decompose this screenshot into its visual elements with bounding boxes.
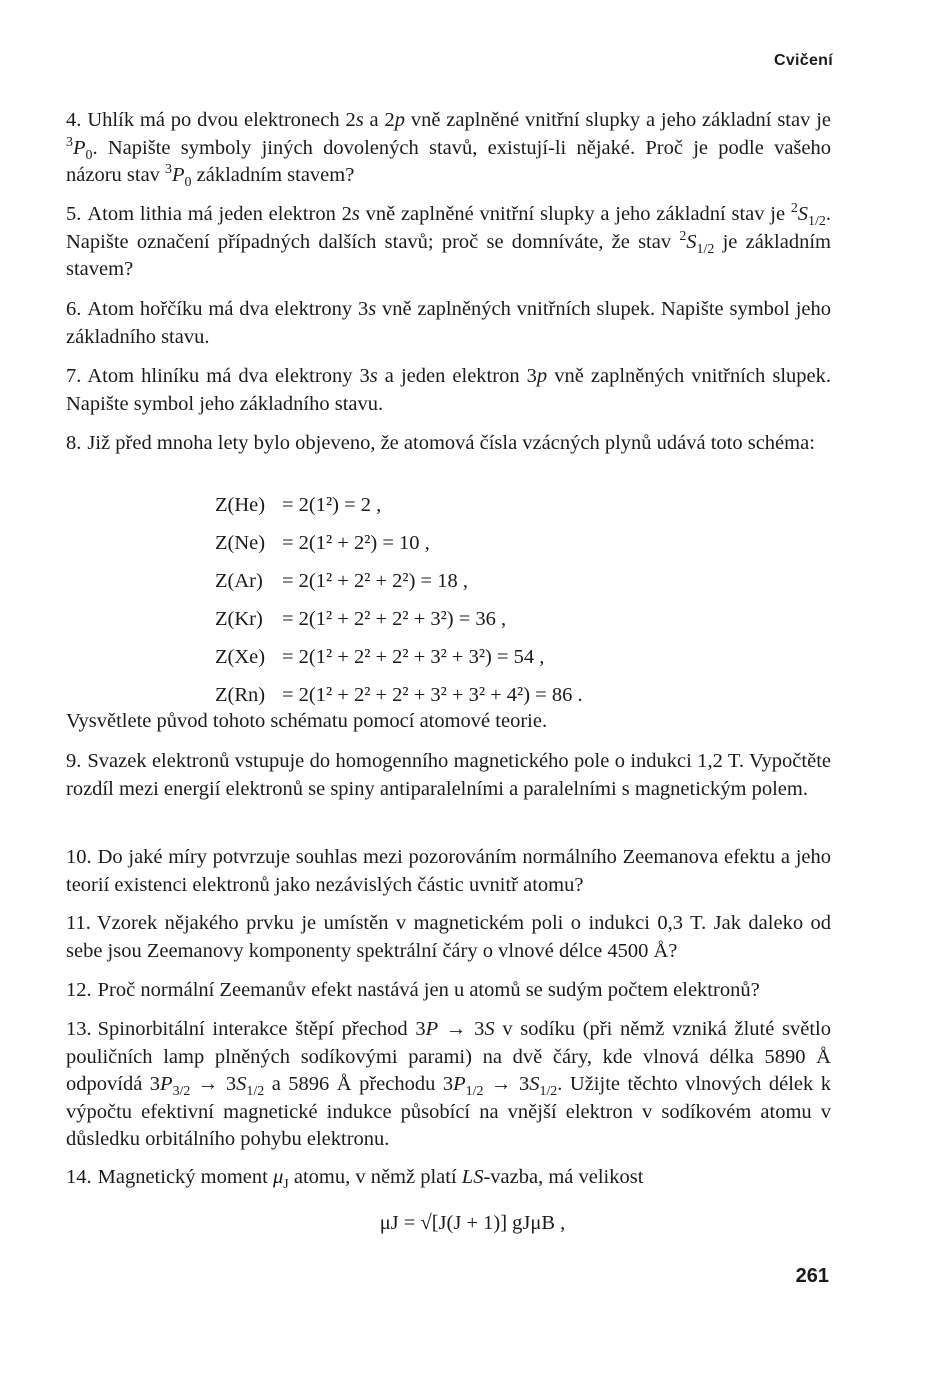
exercise-11: 11. Vzorek nějakého prvku je umístěn v magnetickém poli o indukci 0,3 T. Jak daleko od sebe jsou Zeemanovy komponenty spektrální čáry o vlnové délce 4500 Å? <box>66 912 831 962</box>
exercise-4: 4. Uhlík má po dvou elektronech 2s a 2p vně zaplněné vnitřní slupky a jeho základní stav je $^3P_0$. Napište symboly jiných dovolených stavů, existují-li nějaké. Proč je podle vašeho názoru stav $^3P_0$ základním stavem? <box>66 109 831 191</box>
exercise-number: 12. <box>66 979 92 1001</box>
equation-row: Z(Ar) = 2(1² + 2² + 2²) = 18 , <box>215 570 468 592</box>
equation-row: Z(Rn) = 2(1² + 2² + 2² + 3² + 3² + 4²) = 86 . <box>215 684 583 706</box>
equation-row: Z(Ne) = 2(1² + 2²) = 10 , <box>215 532 430 554</box>
exercise-6: 6. Atom hořčíku má dva elektrony 3s vně zaplněných vnitřních slupek. Napište symbol jeho základního stavu. <box>66 298 831 348</box>
magnetic-moment-formula: μJ = √[J(J + 1)] gJμB , <box>379 1212 566 1234</box>
running-header: Cvičení <box>773 52 833 69</box>
exercise-number: 9. <box>66 750 82 772</box>
exercise-number: 7. <box>66 365 82 387</box>
exercise-10: 10. Do jaké míry potvrzuje souhlas mezi pozorováním normálního Zeemanova efektu a jeho teorií existenci elektronů jako nezávislých částic uvnitř atomu? <box>66 846 831 896</box>
exercise-13: 13. Spinorbitální interakce štěpí přechod 3P → 3S v sodíku (při němž vzniká žluté světlo pouličních lamp plněných sodíkovými parami) na dvě čáry, kde vlnová délka 5890 Å odpovídá $3P_{3/2} \to 3S_{1/2}$ a 5896 Å přechodu $3P_{1/2} \to 3S_{1/2}$. Užijte těchto vlnových délek k výpočtu efektivní magnetické indukce působící na vnější elektron v sodíkovém atomu v důsledku orbitálního pohybu elektronu. <box>66 1018 832 1150</box>
exercise-number: 14. <box>66 1166 92 1188</box>
equation-row: Z(He) = 2(1²) = 2 , <box>215 494 382 516</box>
exercise-number: 6. <box>66 298 82 320</box>
exercise-8-outro: Vysvětlete původ tohoto schématu pomocí atomové teorie. <box>66 710 548 732</box>
exercise-number: 13. <box>66 1018 92 1040</box>
exercise-12: 12. Proč normální Zeemanův efekt nastává jen u atomů se sudým počtem elektronů? <box>66 979 760 1001</box>
equation-row: Z(Xe) = 2(1² + 2² + 2² + 3² + 3²) = 54 , <box>215 646 545 668</box>
equation-row: Z(Kr) = 2(1² + 2² + 2² + 3²) = 36 , <box>215 608 507 630</box>
page-number: 261 <box>795 1265 829 1287</box>
exercise-5: 5. Atom lithia má jeden elektron 2s vně zaplněné vnitřní slupky a jeho základní stav je $^2S_{1/2}$. Napište označení případných dalších stavů; proč se domníváte, že stav $^2S_{1/2}$ je základním stavem? <box>66 201 831 280</box>
exercise-number: 11. <box>66 912 91 934</box>
exercise-14: 14. Magnetický moment $\mu_J$ atomu, v němž platí LS-vazba, má velikost <box>66 1166 644 1193</box>
exercise-7: 7. Atom hliníku má dva elektrony 3s a jeden elektron 3p vně zaplněných vnitřních slupek. Napište symbol jeho základního stavu. <box>66 365 831 415</box>
exercise-number: 5. <box>66 203 82 225</box>
exercise-number: 8. <box>66 432 82 454</box>
exercise-number: 10. <box>66 846 92 868</box>
noble-gas-equations <box>215 486 583 714</box>
exercise-9: 9. Svazek elektronů vstupuje do homogenního magnetického pole o indukci 1,2 T. Vypočtěte rozdíl mezi energií elektronů se spiny antiparalelními a paralelními s magnetickým polem. <box>66 750 831 800</box>
exercise-number: 4. <box>66 109 82 131</box>
exercise-8: 8. Již před mnoha lety bylo objeveno, že atomová čísla vzácných plynů udává toto schéma: <box>66 432 815 454</box>
